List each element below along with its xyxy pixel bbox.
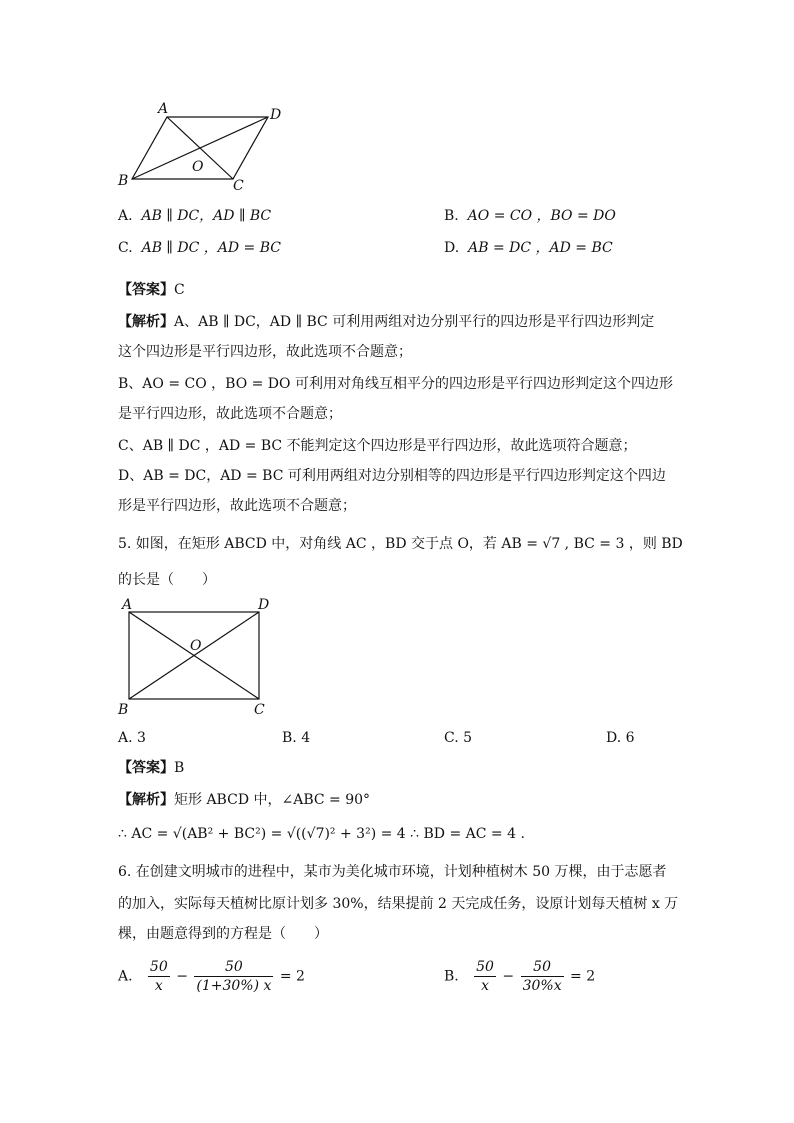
q5-analysis-line-2: ∴ AC = √(AB² + BC²) = √((√7)² + 3²) = 4 ∴ BD = AC = 4 . xyxy=(118,826,525,842)
q4-analysis-line-2: 这个四边形是平行四边形，故此选项不合题意； xyxy=(118,344,412,360)
q4-option-c: C. AB ∥ DC ，AD = BC xyxy=(118,240,281,256)
label-d: D xyxy=(270,107,282,123)
q4-option-b: B. AO = CO ，BO = DO xyxy=(444,208,616,224)
parallelogram-figure xyxy=(112,100,292,195)
rectangle-figure xyxy=(112,594,282,720)
q4-analysis-line-4: 是平行四边形，故此选项不合题意； xyxy=(118,406,342,422)
q6-option-a: A. $\frac{50}{x}$ − $\frac{50}{(1+30\%) x}$ = 2 xyxy=(118,959,305,994)
q4-analysis-line-1: 【解析】A、AB ∥ DC，AD ∥ BC 可利用两组对边分别平行的四边形是平行四边形判定 xyxy=(118,314,655,330)
q4-analysis-line-5: C、AB ∥ DC ，AD = BC 不能判定这个四边形是平行四边形，故此选项符合题意； xyxy=(118,438,637,454)
q5-analysis-line-1: 【解析】矩形 ABCD 中，∠ABC = 90° xyxy=(118,792,371,808)
label-c: C xyxy=(233,178,244,194)
q4-option-d-text: AB = DC ，AD = BC xyxy=(468,240,613,256)
q5-option-c: C. 5 xyxy=(444,730,473,746)
q4-option-a-text: AB ∥ DC，AD ∥ BC xyxy=(141,208,272,224)
q6-stem-line-2: 的加入，实际每天植树比原计划多 30%，结果提前 2 天完成任务，设原计划每天植树 x 万 xyxy=(118,896,679,912)
q5-answer: 【答案】B xyxy=(118,760,185,776)
q6-b-fraction-2: $\frac{50}{30\%x}$ xyxy=(522,959,562,994)
q5-stem-line-2: 的长是（ ） xyxy=(118,572,216,588)
q4-answer: 【答案】C xyxy=(118,282,185,298)
q4-option-c-text: AB ∥ DC ，AD = BC xyxy=(141,240,281,256)
rect-label-o: O xyxy=(190,638,202,654)
q6-b-fraction-1: $\frac{50}{x}$ xyxy=(476,959,494,994)
q5-option-a: A. 3 xyxy=(118,730,146,746)
label-b: B xyxy=(118,173,129,189)
q6-a-fraction-1: $\frac{50}{x}$ xyxy=(149,959,168,994)
label-a: A xyxy=(158,101,169,117)
q4-analysis-line-6: D、AB = DC，AD = BC 可利用两组对边分别相等的四边形是平行四边形判定这个四边 xyxy=(118,468,666,484)
rect-label-d: D xyxy=(258,597,270,613)
q6-stem-line-1: 6. 在创建文明城市的进程中，某市为美化城市环境，计划种植树木 50 万棵，由于志愿者 xyxy=(118,864,667,880)
rect-label-b: B xyxy=(118,702,129,718)
q4-analysis-line-7: 形是平行四边形，故此选项不合题意； xyxy=(118,498,356,514)
label-o: O xyxy=(192,159,204,175)
q6-option-b: B. $\frac{50}{x}$ − $\frac{50}{30\%x}$ = 2 xyxy=(444,959,596,994)
q5-option-b: B. 4 xyxy=(282,730,311,746)
rect-label-a: A xyxy=(122,597,133,613)
q4-option-b-text: AO = CO ，BO = DO xyxy=(467,208,616,224)
q4-option-a: A. AB ∥ DC，AD ∥ BC xyxy=(118,208,272,224)
q4-analysis-line-3: B、AO = CO ，BO = DO 可利用对角线互相平分的四边形是平行四边形判定这个四边形 xyxy=(118,376,673,392)
q4-option-d: D. AB = DC ，AD = BC xyxy=(444,240,613,256)
q5-stem-line-1: 5. 如图，在矩形 ABCD 中，对角线 AC ，BD 交于点 O，若 AB = √7 , BC = 3 ，则 BD xyxy=(118,536,683,552)
q5-option-d: D. 6 xyxy=(606,730,635,746)
q6-a-fraction-2: $\frac{50}{(1+30\%) x}$ xyxy=(196,959,272,994)
q6-stem-line-3: 棵，由题意得到的方程是（ ） xyxy=(118,926,328,942)
rect-label-c: C xyxy=(254,702,265,718)
